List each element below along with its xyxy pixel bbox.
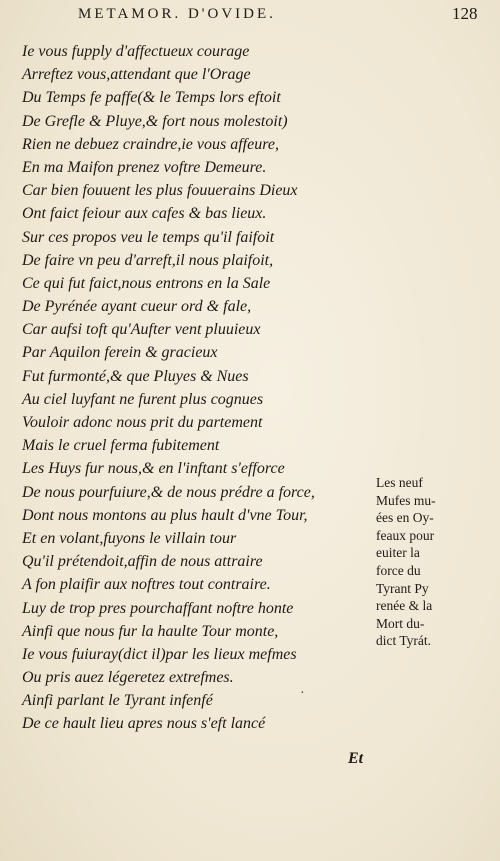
verse-line: De faire vn peu d'arreft,il nous plaifoit, (22, 251, 274, 269)
margin-note-line: Mufes mu- (376, 492, 436, 508)
verse-line: Ainfi parlant le Tyrant infenfé (22, 692, 213, 710)
running-head: METAMOR. D'OVIDE. (78, 6, 276, 22)
verse-line: Ainfi que nous fur la haulte Tour monte, (22, 622, 279, 640)
verse-line: Ce qui fut faict,nous entrons en la Sale (22, 274, 271, 292)
margin-note (376, 474, 496, 650)
verse-line: De Pyrénée ayant cueur ord & fale, (22, 298, 252, 316)
verse-line: Vouloir adonc nous prit du partement (22, 414, 263, 431)
margin-note-line: renée & la (376, 598, 433, 614)
verse-line: Dont nous montons au plus hault d'vne Tour, (22, 506, 308, 524)
verse-line: A fon plaifir aux noftres tout contraire. (22, 576, 271, 594)
margin-note-line: force du (376, 562, 421, 578)
verse-line: Luy de trop pres pourchaffant noftre honte (22, 599, 294, 617)
verse-line: De Grefle & Pluye,& fort nous molestoit) (22, 112, 288, 130)
margin-note-line: Les neuf (376, 475, 423, 490)
verse-line: Sur ces propos veu le temps qu'il faifoit (22, 228, 275, 246)
margin-note-line: euiter la (376, 545, 420, 561)
verse-line: En ma Maifon prenez voftre Demeure. (22, 158, 267, 176)
margin-note-line: feaux pour (376, 527, 435, 543)
verse-line: Car aufsi toft qu'Aufter vent pluuieux (22, 321, 261, 339)
verse-line: Les Huys fur nous,& en l'inftant s'efforce (22, 460, 285, 478)
page-header (0, 4, 500, 30)
verse-line: Au ciel luyfant ne furent plus cognues (22, 390, 264, 408)
ornament-mark: · (300, 686, 305, 701)
verse-line: Fut furmonté,& que Pluyes & Nues (22, 367, 249, 385)
verse-line: Et en volant,fuyons le villain tour (22, 529, 237, 547)
verse-line: Du Temps fe paffe(& le Temps lors eftoit (22, 89, 281, 107)
verse-line: Mais le cruel ferma fubitement (22, 437, 220, 455)
margin-note-line: Mort du- (376, 615, 425, 631)
verse-line: Par Aquilon ferein & gracieux (22, 344, 218, 362)
verse-line: Qu'il prétendoit,affin de nous attraire (22, 553, 263, 571)
verse-line: De nous pourfuiure,& de nous prédre a force, (22, 483, 315, 501)
verse-line: Ont faict feiour aux cafes & bas lieux. (22, 205, 267, 223)
margin-note-line: ées en Oy- (376, 510, 434, 526)
verse-line: Ie vous fuiuray(dict il)par les lieux mefmes (22, 645, 297, 663)
page-number: 128 (452, 4, 478, 23)
verse-line: Arreftez vous,attendant que l'Orage (22, 66, 251, 84)
verse-line: Ou pris auez légeretez extrefmes. (22, 669, 234, 687)
verse-line: Rien ne debuez craindre,ie vous affeure, (22, 135, 279, 153)
verse-line: Ie vous fupply d'affectueux courage (22, 43, 250, 60)
margin-note-line: dict Tyrát. (376, 633, 432, 649)
verse-body (22, 40, 372, 736)
verse-line: De ce hault lieu apres nous s'eft lancé (22, 715, 266, 733)
verse-line: Car bien fouuent les plus fouuerains Dieux (22, 182, 298, 200)
catchword: Et (348, 750, 364, 767)
margin-note-line: Tyrant Py (376, 580, 429, 596)
